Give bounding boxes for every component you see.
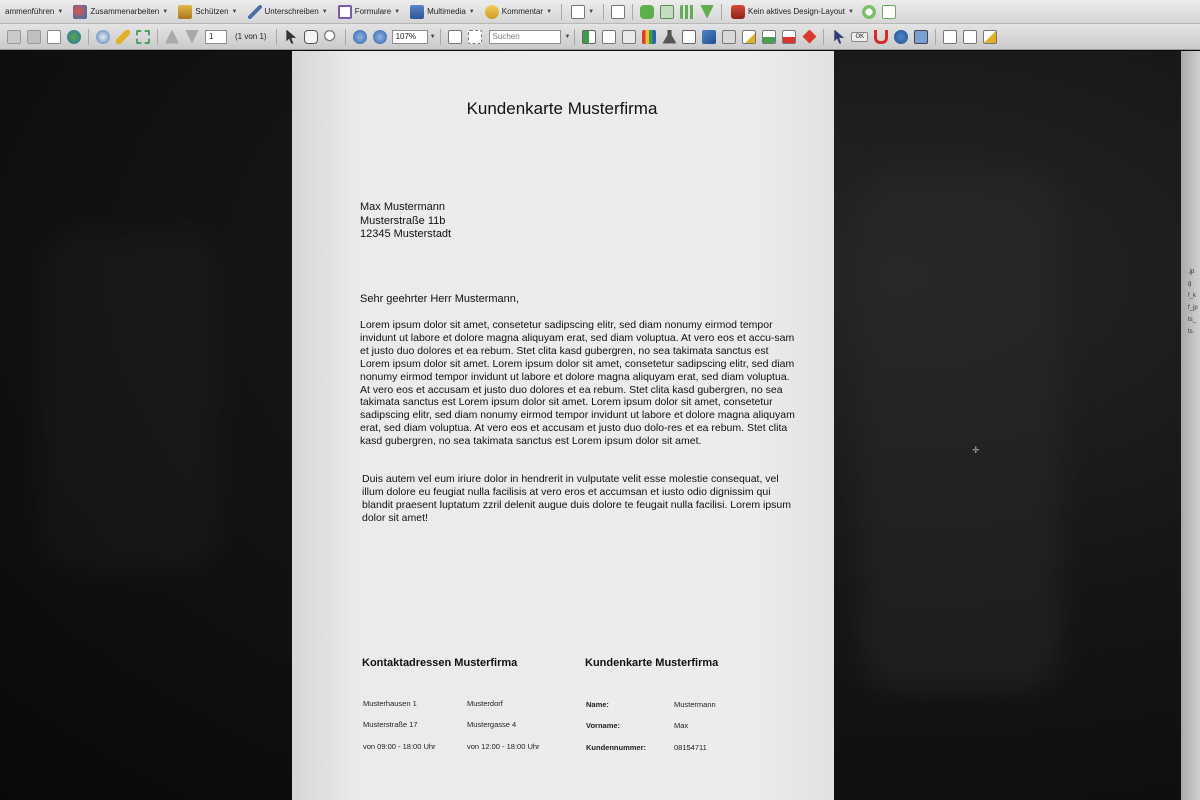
ok-button[interactable]: OK xyxy=(851,32,868,42)
fit-width-icon[interactable] xyxy=(448,30,462,44)
file-name-fragment[interactable]: g xyxy=(1188,281,1192,287)
toolbar-divider xyxy=(935,29,936,45)
multimedia-menu[interactable] xyxy=(405,2,480,22)
toolbar-divider xyxy=(561,4,562,20)
pen-icon xyxy=(248,5,262,19)
email-icon[interactable] xyxy=(660,5,674,19)
document-workspace[interactable] xyxy=(0,51,1200,800)
navigation-toolbar xyxy=(0,24,1200,50)
select-cursor-icon[interactable] xyxy=(284,30,298,44)
background-reflection xyxy=(860,171,1060,691)
field-icon[interactable] xyxy=(943,30,957,44)
pointer-icon[interactable] xyxy=(831,30,845,44)
background-reflection xyxy=(40,231,220,571)
file-name-fragment[interactable]: .jp xyxy=(1188,269,1195,275)
document-page[interactable] xyxy=(292,51,834,800)
file-name-fragment[interactable]: ts_ xyxy=(1188,317,1197,323)
highlight-icon[interactable] xyxy=(116,30,130,44)
recipient-street: Musterstraße 11b xyxy=(360,214,446,227)
chevron-down-icon: ▼ xyxy=(321,8,328,15)
color-palette-icon[interactable] xyxy=(642,30,656,44)
letter-paragraph: Lorem ipsum dolor sit amet, consetetur sadipscing elitr, sed diam nonumy eirmod tempor invidunt ut labore et dolore magna aliquyam erat, sed diam voluptua. At vero eos et accu-sam et justo duo dolores et ea rebum. Stet clita kasd gubergren, no sea takimata sanctus est Lorem ipsum dolor sit amet. Lorem ipsum dolor sit amet, consetetur sadipscing elitr, sed diam nonumy eirmod tempor invidunt ut labore et dolore magna aliquyam erat, sed diam voluptua. At vero eos et accusam et justo duo dolores et ea rebum. Stet clita kasd gubergren, no sea takimata sanctus est Lorem ipsum dolor sit amet. Lorem ipsum dolor sit amet, consetetur sadipscing elitr, sed diam nonumy eirmod tempor invidunt ut labore et dolore magna aliquyam erat, sed diam voluptua. At vero eos et accusam et justo duo dolo-res et ea rebum. Stet clita kasd gubergren, no sea takimata sanctus est Lorem ipsum dolor sit amet. xyxy=(360,319,795,448)
file-list-panel[interactable] xyxy=(1181,51,1200,800)
contacts-heading: Kontaktadressen Musterfirma xyxy=(362,657,518,669)
card-value-customer-number: 08154711 xyxy=(674,743,707,752)
form-icon xyxy=(338,5,352,19)
collaborate-menu[interactable] xyxy=(68,2,173,22)
combine-menu-label: ammenführen xyxy=(5,7,55,16)
chevron-down-icon: ▼ xyxy=(394,8,401,15)
chevron-down-icon: ▼ xyxy=(546,8,553,15)
document-remove-icon[interactable] xyxy=(782,30,796,44)
crop-icon[interactable] xyxy=(136,30,150,44)
recipient-city: 12345 Musterstadt xyxy=(360,228,452,240)
globe-icon[interactable] xyxy=(67,30,81,44)
share-icon[interactable] xyxy=(96,30,110,44)
save-icon[interactable] xyxy=(27,30,41,44)
chevron-down-icon: ▼ xyxy=(588,8,595,15)
toolbar-divider xyxy=(574,29,575,45)
page-number-input[interactable] xyxy=(205,30,227,44)
flask-icon[interactable] xyxy=(662,30,676,44)
design-layout-icon xyxy=(731,5,745,19)
chevron-down-icon: ▼ xyxy=(847,8,854,15)
comment-menu-label: Kommentar xyxy=(501,7,544,16)
task-toolbar xyxy=(0,0,1200,24)
zoom-out-icon[interactable] xyxy=(353,30,367,44)
view-menu[interactable] xyxy=(566,2,599,22)
target-icon[interactable] xyxy=(894,30,908,44)
chevron-down-icon: ▼ xyxy=(162,8,169,15)
link-icon[interactable] xyxy=(722,30,736,44)
comment-icon xyxy=(485,5,499,19)
object-edit-icon[interactable] xyxy=(702,30,716,44)
fit-page-icon[interactable] xyxy=(468,30,482,44)
document-title: Kundenkarte Musterfirma xyxy=(466,99,658,118)
file-name-fragment[interactable]: ts. xyxy=(1188,329,1195,335)
toolbar-divider xyxy=(823,29,824,45)
crosshair-cursor-icon: ✛ xyxy=(972,445,980,455)
combine-menu[interactable] xyxy=(0,2,68,22)
forms-menu[interactable] xyxy=(333,2,405,22)
sign-menu-label: Unterschreiben xyxy=(264,7,319,16)
protect-menu[interactable] xyxy=(173,2,242,22)
toolbar-divider xyxy=(157,29,158,45)
image-edit-icon[interactable] xyxy=(622,30,636,44)
toolbar-divider xyxy=(345,29,346,45)
letter-greeting: Sehr geehrter Herr Mustermann, xyxy=(360,293,519,305)
chevron-down-icon: ▼ xyxy=(57,8,64,15)
chevron-down-icon: ▼ xyxy=(231,8,238,15)
forms-menu-label: Formulare xyxy=(354,7,392,16)
card-value-name: Mustermann xyxy=(674,700,716,709)
refresh-icon[interactable] xyxy=(862,5,876,19)
page-icon[interactable] xyxy=(882,5,896,19)
protect-menu-label: Schützen xyxy=(195,7,229,16)
toolbar-divider xyxy=(276,29,277,45)
filter-icon[interactable] xyxy=(611,5,625,19)
design-layout-selector[interactable] xyxy=(726,2,859,22)
toolbar-divider xyxy=(440,29,441,45)
contact-hours: von 12:00 - 18:00 Uhr xyxy=(467,742,540,751)
letter-paragraph: Duis autem vel eum iriure dolor in hendrerit in vulputate velit esse molestie consequat, vel illum dolore eu feugiat nulla facilisis at vero eros et accumsan et iusto odio dignissim qui blandit praesent luptatum zzril delenit augue duis dolore te feugait nulla facilisi. Lorem ipsum dolor sit amet! xyxy=(362,473,791,524)
lock-icon xyxy=(178,5,192,19)
edit-page-icon[interactable] xyxy=(742,30,756,44)
recipient-name: Max Mustermann xyxy=(360,201,445,213)
chevron-down-icon[interactable]: ▼ xyxy=(429,33,436,40)
arrow-down-icon[interactable] xyxy=(185,30,199,44)
contact-hours: von 09:00 - 18:00 Uhr xyxy=(363,742,436,751)
text-edit-icon[interactable] xyxy=(682,30,696,44)
chevron-down-icon: ▼ xyxy=(468,8,475,15)
toolbar-divider xyxy=(632,4,633,20)
comment-menu[interactable] xyxy=(480,2,557,22)
magnet-icon[interactable] xyxy=(874,30,888,44)
design-layout-label: Kein aktives Design-Layout xyxy=(748,7,845,16)
toolbar-divider xyxy=(721,4,722,20)
toolbar-divider xyxy=(88,29,89,45)
multimedia-menu-label: Multimedia xyxy=(427,7,466,16)
grid-icon[interactable] xyxy=(680,5,694,19)
chevron-down-icon[interactable]: ▼ xyxy=(564,33,571,40)
card-label-firstname: Vorname: xyxy=(586,721,621,730)
page-count-label: (1 von 1) xyxy=(235,32,267,41)
stamp-icon[interactable] xyxy=(914,30,928,44)
chat-icon[interactable] xyxy=(640,5,654,19)
contact-address-line: Musterstraße 17 xyxy=(363,720,418,729)
collaborate-menu-label: Zusammenarbeiten xyxy=(90,7,160,16)
download-icon[interactable] xyxy=(700,5,714,19)
zoom-level-value: 107% xyxy=(395,32,417,41)
contact-address-line: Musterdorf xyxy=(467,699,503,708)
hand-tool-icon[interactable] xyxy=(304,30,318,44)
zoom-tool-icon[interactable] xyxy=(324,30,338,44)
contact-address-line: Musterhausen 1 xyxy=(363,699,417,708)
open-icon[interactable] xyxy=(7,30,21,44)
customer-card-heading: Kundenkarte Musterfirma xyxy=(585,657,719,669)
card-value-firstname: Max xyxy=(674,721,689,730)
document-upload-icon[interactable] xyxy=(762,30,776,44)
script-icon[interactable] xyxy=(802,30,816,44)
signature-field-icon[interactable] xyxy=(983,30,997,44)
film-icon xyxy=(410,5,424,19)
email-icon[interactable] xyxy=(47,30,61,44)
arrow-up-icon[interactable] xyxy=(165,30,179,44)
card-label-customer-number: Kundennummer: xyxy=(586,743,646,752)
file-name-fragment[interactable]: f_k xyxy=(1188,293,1197,299)
sign-menu[interactable] xyxy=(243,2,333,22)
checkbox-field-icon[interactable] xyxy=(963,30,977,44)
document-icon[interactable] xyxy=(602,30,616,44)
document-view-icon xyxy=(571,5,585,19)
zoom-in-icon[interactable] xyxy=(373,30,387,44)
toolbar-divider xyxy=(603,4,604,20)
card-label-name: Name: xyxy=(586,700,609,709)
file-name-fragment[interactable]: f_jp xyxy=(1188,305,1198,311)
recipient-address xyxy=(360,201,451,242)
contact-address-line: Mustergasse 4 xyxy=(467,720,517,729)
collaborate-icon xyxy=(73,5,87,19)
zoom-level-field[interactable] xyxy=(392,30,428,44)
search-input[interactable] xyxy=(489,30,561,44)
export-icon[interactable] xyxy=(582,30,596,44)
